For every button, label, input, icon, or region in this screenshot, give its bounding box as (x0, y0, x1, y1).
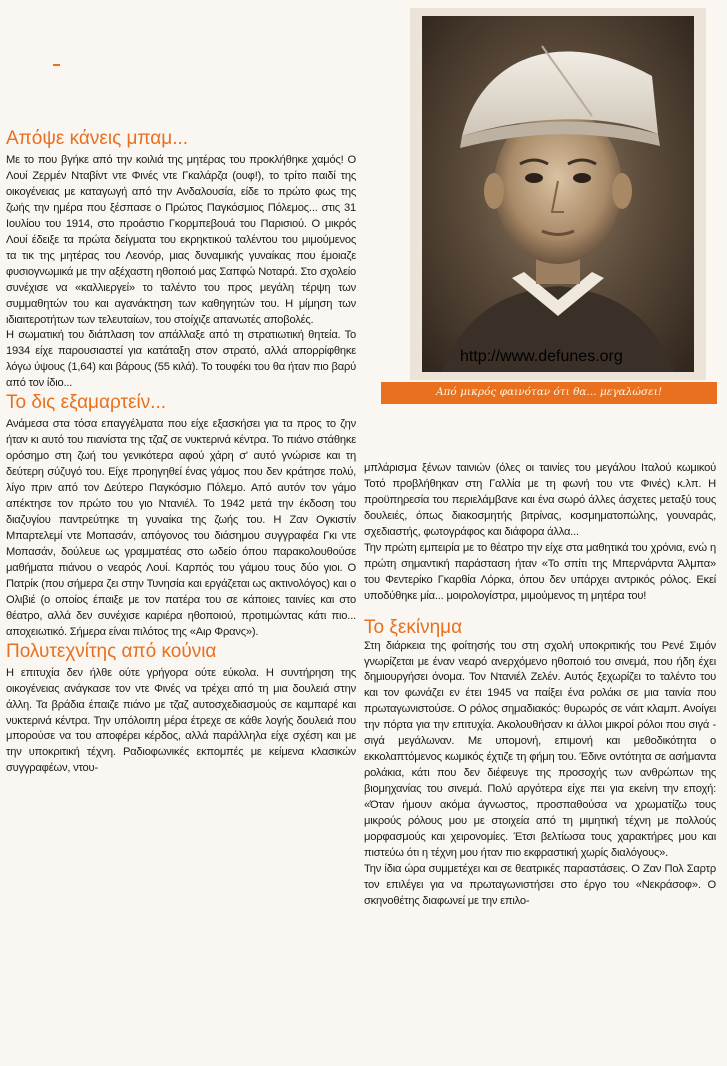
paragraph-sartre: Την ίδια ώρα συμμετέχει και σε θεατρικές παραστάσεις. Ο Ζαν Πολ Σαρτρ τον επιλέγει για να πρωταγωνιστήσει στο έργο του «Νεκράσοφ». Ο σκηνοθέτης διαφωνεί με την επιλο- (364, 862, 716, 907)
portrait-illustration (422, 16, 694, 372)
paragraph-jobs: Η επιτυχία δεν ήλθε ούτε γρήγορα ούτε εύκολα. Η συντήρηση της οικογένειας ανάγκασε τον ντε Φινές να τρέχει από τη μια δουλειά στην άλλη. Τα βράδια έπαιζε πιάνο με τζαζ αυτοσχεδιασμούς σε καμπαρέ και νυκτερινά κέντρα. Την υπόλοιπη μέρα έτρεχε σε κάθε λογής δουλειά που μπορούσε να του αποφέρει κέρδος, αλλά παράλληλα είχε σχέση και με την υποκριτική τέχνη. Ραδιοφωνικές εκπομπές με κείμενα κλασικών συγγραφέων, ντου- (6, 666, 356, 775)
section-heading-bam: Απόψε κάνεις μπαμ... (6, 128, 189, 149)
photo-caption-bar (381, 382, 717, 404)
left-column (6, 128, 356, 777)
paragraph-marriage: Ανάμεσα στα τόσα επαγγέλματα που είχε εξασκήσει για τα προς το ζην ήταν κι αυτό του πιανίστα της τζαζ σε νυκτερινά κέντρα. Το πιάνο στάθηκε ορόσημο στη ζωή του γενικότερα αφού χάρη σ' αυτό γνώρισε και τη δεύτερη σύζυγό του. Είχε προηγηθεί ένας γάμος που δεν κράτησε πολύ, λίγο πριν από τον Δεύτερο Παγκόσμιο Πόλεμο. Από αυτόν τον γάμο απέκτησε τον πρώτο του γιο Ντανιέλ. Το 1942 μετά την έκδοση του διαζυγίου παντρεύτηκε τη γυναίκα της ζωής του. Η Ζαν Ογκιστίν Μπαρτελεμί ντε Μοπασάν, απόγονος του διάσημου συγγραφέα Γκι ντε Μοπασάν, δούλευε ως γραμματέας στο ωδείο όπου παρακολουθούσε μαθήματα πιάνου ο νεαρός Λουί. Καρπός του γάμου τους δύο γιοι. Ο Πατρίκ (που σήμερα ζει στην Τυνησία και εργάζεται ως ακτινολόγος) και ο Ολιβιέ (ο οποίος έπαιξε με τον πατέρα του σε κάποιες ταινίες και στο θέατρο, αλλά δεν συνέχισε καριέρα ηθοποιού, προτιμώντας κάτι πιο... αποχειωτικό. Σήμερα είναι πιλότος της «Αιρ Φρανς»). (6, 418, 356, 638)
paragraph-dubbing: μπλάρισμα ξένων ταινιών (όλες οι ταινίες του μεγάλου Ιταλού κωμικού Τοτό προβλήθηκαν στη Γαλλία με τη φωνή του ντε Φινές) κ.λπ. Η προϋπηρεσία του περιελάμβανε και ένα σωρό άλλες άσχετες μεταξύ τους δουλειές, όπως διακοσμητής βιτρίνας, κοσμηματοπώλης, γουναράς, σχεδιαστής, φωτογράφος και διάφορα άλλα... (364, 462, 716, 538)
photo-watermark-url: http://www.defunes.org (460, 348, 623, 365)
paragraph-military: Η σωματική του διάπλαση τον απάλλαξε από τη στρατιωτική θητεία. Το 1934 είχε παρουσιαστεί για κατάταξη στον στρατό, αλλά απορρίφθηκε λόγω ύψους (1,64) και βάρους (55 κιλά). Το τουφέκι του θα ήταν πιο βαρύ από τον ίδιο... (6, 329, 356, 390)
right-column (364, 461, 716, 910)
decorative-dash (53, 64, 60, 66)
section-heading-polytechnitis: Πολυτεχνίτης από κούνια (6, 640, 217, 662)
paragraph-birth: Με το που βγήκε από την κοιλιά της μητέρας του προκλήθηκε χαμός! Ο Λουί Ζερμέν Νταβίντ ντε Φινές ντε Γκαλάρζα (ουφ!), το τρίτο παιδί της οικογένειας με καταγωγή από την Ανδαλουσία, είδε το πρώτο φως της ζωής την ημέρα που ξέσπασε ο Πρώτος Παγκόσμιος Πόλεμος... στις 31 Ιουλίου του 1914, στο προάστιο Γκορμπεβουά του Παρισιού. Ο μικρός Λουί έδειξε τα πρώτα δείγματα του εκρηκτικού ταλέντου του μιμούμενος τα τικ της μητέρας του Λεονόρ, μιας δυναμικής γυναίκας που έμοιαζε φυσιογνωμικά με την αξέχαστη ηθοποιό μας Σαπφώ Νοταρά. Στο σχολείο συνέχισε να «καλλιεργεί» το ταλέντο του προς μεγάλη τέρψη των συμμαθητών του και αγανάκτηση των καθηγητών του. Η μίμηση των ιδιαιτεροτήτων των τελευταίων, του στοίχιζε απανωτές αποβολές. (6, 154, 356, 326)
section-heading-dis: Το δις εξαμαρτείν... (6, 392, 167, 414)
photo-caption: Από μικρός φαινόταν ότι θα... μεγαλώσει! (435, 386, 663, 398)
child-portrait-photo (422, 16, 694, 372)
section-heading-start: Το ξεκίνημα (364, 616, 463, 638)
paragraph-theatre-debut: Την πρώτη εμπειρία με το θέατρο την είχε στα μαθητικά του χρόνια, ενώ η πρώτη σημαντική παράσταση ήταν «Το σπίτι της Μπερνάρντα Άλμπα» του Φεντερίκο Γκαρθία Λόρκα, όπου δεν υπάρχει αντρικός ρόλος. Εκεί υποδύθηκε μία... μοιρολογίστρα, μιμούμενος τη μητέρα του! (364, 541, 716, 602)
paragraph-career-start: Στη διάρκεια της φοίτησής του στη σχολή υποκριτικής του Ρενέ Σιμόν γνωρίζεται με έναν νεαρό ανερχόμενο ηθοποιό του σινεμά, που ήδη έχει δημιουργήσει όνομα. Τον Ντανιέλ Ζελέν. Αυτός ξεχωρίζει το ταλέντο του και τον φωνάζει εν έτει 1945 να παίξει ένα ρολάκι σε μια ταινία που πρωταγωνιστούσε. Ο ρόλος σημαδιακός: θυρωρός σε νάιτ κλαμπ. Ανοίγει την πόρτα για την επιτυχία. Ακολουθήσαν κι άλλοι μικροί ρόλοι που σιγά - σιγά μεγάλωναν. Με υπομονή, επιμονή και μεθοδικότητα ο εκκολαπτόμενος κωμικός έχτιζε τη φήμη του. Έδινε οντότητα σε ασήμαντα ρολάκια, κάτι που δεν διέφευγε της προσοχής των ανθρώπων της βιομηχανίας του σινεμά. Πολύ αργότερα είχε πει για εκείνη την εποχή: «Όταν ήμουν ακόμα άγνωστος, προσπαθούσα να χρωματίζω τους μικρούς ρόλους μου με στοιχεία από τη μιμητική τέχνη με πολλούς μορφασμούς και χειρονομίες. Έτσι βελτίωσα τους χαρακτήρες μου και πιστεύω ότι η τέχνη μου ήταν πιο εκφραστική χωρίς διαλόγους». (364, 639, 716, 859)
photo-frame (410, 8, 706, 380)
